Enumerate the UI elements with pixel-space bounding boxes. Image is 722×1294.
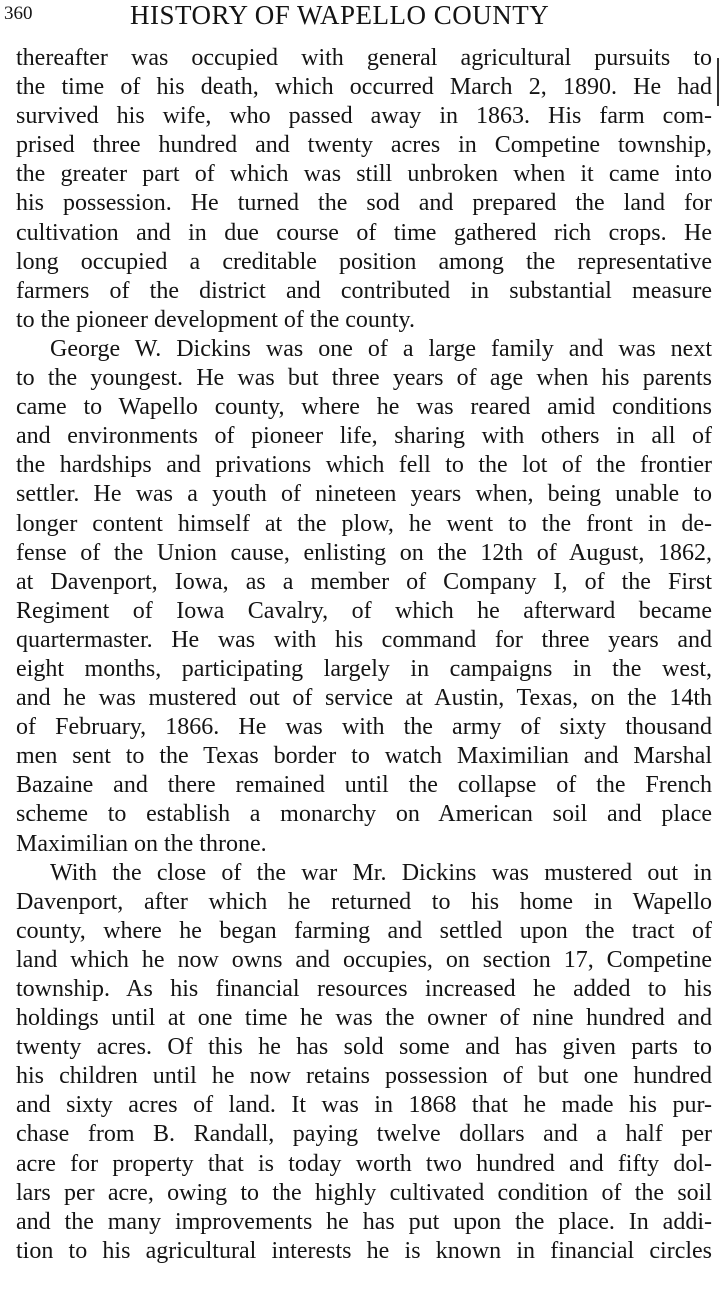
text-line: men sent to the Texas border to watch Maximilian and Marshal — [16, 743, 712, 770]
text-line: and the many improvements he has put upon the place. In addi- — [16, 1208, 712, 1235]
text-line: acre for property that is today worth two hundred and fifty dol- — [16, 1150, 712, 1177]
text-line: land which he now owns and occupies, on section 17, Competine — [16, 946, 712, 973]
running-title: HISTORY OF WAPELLO COUNTY — [130, 0, 550, 30]
text-line: fense of the Union cause, enlisting on the 12th of August, 1862, — [16, 539, 712, 566]
text-line: Davenport, after which he returned to his home in Wapello — [16, 888, 712, 915]
text-line: to the youngest. He was but three years of age when his parents — [16, 365, 712, 392]
text-line: long occupied a creditable position among the representative — [16, 248, 712, 275]
text-line: Bazaine and there remained until the collapse of the French — [16, 772, 712, 799]
text-line: the hardships and privations which fell to the lot of the frontier — [16, 452, 712, 479]
text-line: farmers of the district and contributed in substantial measure — [16, 277, 712, 304]
text-line: survived his wife, who passed away in 1863. His farm com- — [16, 103, 712, 130]
running-header — [0, 0, 722, 34]
paragraph-end-line: Maximilian on the throne. — [16, 830, 267, 857]
text-line: chase from B. Randall, paying twelve dollars and a half per — [16, 1121, 712, 1148]
text-line: and sixty acres of land. It was in 1868 that he made his pur- — [16, 1092, 712, 1119]
text-line: county, where he began farming and settled upon the tract of — [16, 917, 712, 944]
text-line: township. As his financial resources increased he added to his — [16, 976, 712, 1002]
text-line: Regiment of Iowa Cavalry, of which he afterward became — [16, 597, 712, 624]
text-line: quartermaster. He was with his command for three years and — [16, 626, 712, 653]
text-line: and environments of pioneer life, sharing with others in all of — [16, 423, 712, 450]
text-line: his children until he now retains possession of but one hundred — [16, 1063, 712, 1090]
text-line: the greater part of which was still unbroken when it came into — [16, 161, 712, 188]
text-line: and he was mustered out of service at Austin, Texas, on the 14th — [16, 685, 712, 712]
body-text — [16, 44, 712, 1266]
page-number: 360 — [4, 3, 33, 24]
text-line: prised three hundred and twenty acres in Competine township, — [16, 132, 712, 159]
text-line: came to Wapello county, where he was reared amid conditions — [16, 394, 712, 421]
text-line: lars per acre, owing to the highly cultivated condition of the soil — [16, 1179, 712, 1206]
text-line: scheme to establish a monarchy on American soil and place — [16, 801, 712, 828]
text-line: twenty acres. Of this he has sold some and has given parts to — [16, 1034, 712, 1061]
text-line: holdings until at one time he was the owner of nine hundred and — [16, 1005, 712, 1032]
text-line: settler. He was a youth of nineteen years when, being unable to — [16, 481, 712, 508]
text-line: of February, 1866. He was with the army of sixty thousand — [16, 714, 712, 741]
text-line: tion to his agricultural interests he is known in financial circles — [16, 1237, 712, 1264]
text-line: thereafter was occupied with general agricultural pursuits to — [16, 45, 712, 71]
text-line: cultivation and in due course of time gathered rich crops. He — [16, 219, 712, 246]
paragraph-start-line: With the close of the war Mr. Dickins was mustered out in — [50, 859, 712, 886]
text-line: the time of his death, which occurred March 2, 1890. He had — [16, 74, 712, 101]
text-line: longer content himself at the plow, he went to the front in de- — [16, 510, 712, 537]
page-edge-mark — [717, 58, 719, 106]
text-line: at Davenport, Iowa, as a member of Company I, of the First — [16, 568, 712, 595]
paragraph-start-line: George W. Dickins was one of a large family and was next — [50, 335, 712, 362]
text-line: eight months, participating largely in campaigns in the west, — [16, 655, 712, 682]
paragraph-end-line: to the pioneer development of the county. — [16, 306, 415, 333]
text-line: his possession. He turned the sod and prepared the land for — [16, 190, 712, 217]
